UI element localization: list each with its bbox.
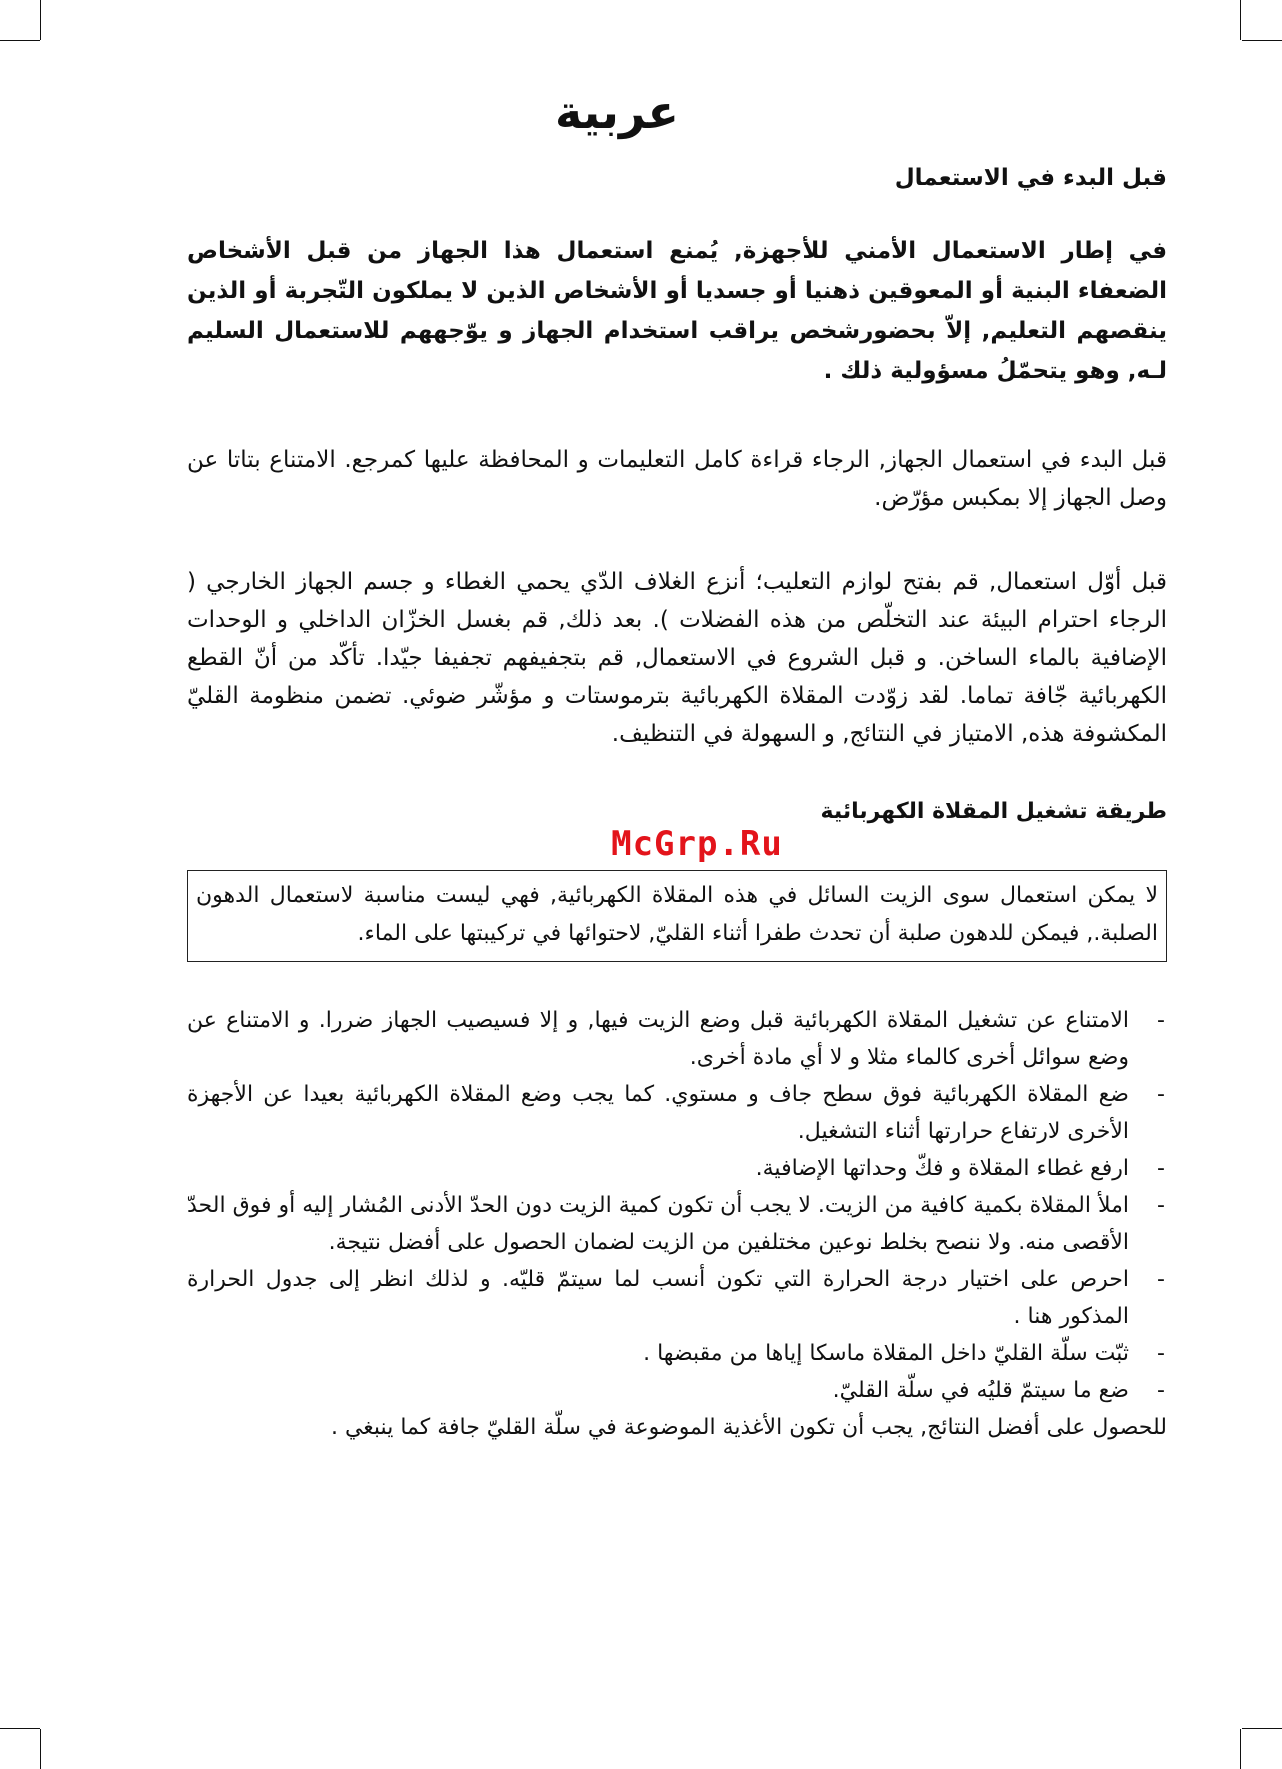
step-text: ضع ما سيتمّ قليُه في سلّة القليّ. xyxy=(832,1378,1129,1403)
list-item xyxy=(187,1002,1167,1076)
step-text: ثبّت سلّة القليّ داخل المقلاة ماسكا إياها من مقبضها . xyxy=(643,1341,1129,1366)
step-text: الامتناع عن تشغيل المقلاة الكهربائية قبل وضع الزيت فيها, و إلا فسيصيب الجهاز ضررا. و الامتناع عن وضع سوائل أخرى كالماء مثلا و لا أي مادة أخرى. xyxy=(187,1008,1129,1070)
dash-marker: - xyxy=(1157,1008,1165,1033)
crop-mark xyxy=(0,1728,40,1729)
list-item xyxy=(187,1187,1167,1261)
page-title: عربية xyxy=(555,85,679,139)
oil-note-box: لا يمكن استعمال سوى الزيت السائل في هذه المقلاة الكهربائية, فهي ليست مناسبة لاستعمال الدهون الصلبة., فيمكن للدهون صلبة أن تحدث طفرا أثناء القليّ, لاحتوائها في تركيبتها على الماء. xyxy=(187,870,1167,962)
step-text: ارفع غطاء المقلاة و فكّ وحداتها الإضافية. xyxy=(755,1156,1129,1181)
section-heading-operation: طريقة تشغيل المقلاة الكهربائية xyxy=(820,799,1167,824)
crop-mark xyxy=(0,40,40,41)
step-text: ضع المقلاة الكهربائية فوق سطح جاف و مستوي. كما يجب وضع المقلاة الكهربائية بعيدا عن الأجهزة الأخرى لارتفاع حرارتها أثناء التشغيل. xyxy=(187,1082,1129,1144)
dash-marker: - xyxy=(1157,1193,1165,1218)
dash-marker: - xyxy=(1157,1156,1165,1181)
dash-marker: - xyxy=(1157,1082,1165,1107)
dash-marker: - xyxy=(1157,1341,1165,1366)
crop-mark xyxy=(40,0,41,40)
section-heading-before-use: قبل البدء في الاستعمال xyxy=(894,165,1167,191)
watermark: McGrp.Ru xyxy=(611,824,783,864)
list-item xyxy=(187,1150,1167,1187)
crop-mark xyxy=(1240,0,1241,40)
list-item xyxy=(187,1076,1167,1150)
list-item xyxy=(187,1335,1167,1372)
safety-warning: في إطار الاستعمال الأمني للأجهزة, يُمنع استعمال هذا الجهاز من قبل الأشخاص الضعفاء البنية أو المعوقين ذهنيا أو جسديا أو الأشخاص الذين لا يملكون التّجربة أو الذين ينقصهم التعليم, إلاّ بحضورشخص يراقب استخدام الجهاز و يوّجههم للاستعمال السليم لـه, وهو يتحمّلُ مسؤولية ذلك . xyxy=(187,238,1167,384)
list-item xyxy=(187,1261,1167,1335)
closing-paragraph: للحصول على أفضل النتائج, يجب أن تكون الأغذية الموضوعة في سلّة القليّ جافة كما ينبغي . xyxy=(330,1415,1167,1440)
first-use-paragraph: قبل أوّل استعمال, قم بفتح لوازم التعليب؛ أنزع الغلاف الدّي يحمي الغطاء و جسم الجهاز الخارجي ( الرجاء احترام البيئة عند التخلّص من هذه الفضلات ). بعد ذلك, قم بغسل الخزّان الداخلي و الوحدات الإضافية بالماء الساخن. و قبل الشروع في الاستعمال, قم بتجفيفهم تجفيفا جيّدا. تأكّد من أنّ القطع الكهربائية جّافة تماما. لقد زوّدت المقلاة الكهربائية بترموستات و مؤشّر ضوئي. تضمن منظومة القليّ المكشوفة هذه, الامتياز في النتائج, و السهولة في التنظيف. xyxy=(187,569,1167,747)
list-item xyxy=(187,1372,1167,1409)
dash-marker: - xyxy=(1157,1267,1165,1292)
step-text: املأ المقلاة بكمية كافية من الزيت. لا يجب أن تكون كمية الزيت دون الحدّ الأدنى المُشار إليه أو فوق الحدّ الأقصى منه. ولا ننصح بخلط نوعين مختلفين من الزيت لضمان الحصول على أفضل نتيجة. xyxy=(187,1193,1129,1255)
crop-mark xyxy=(1242,1728,1282,1729)
operation-steps xyxy=(187,1002,1167,1409)
crop-mark xyxy=(40,1729,41,1769)
crop-mark xyxy=(1240,1729,1241,1769)
dash-marker: - xyxy=(1157,1378,1165,1403)
crop-mark xyxy=(1242,40,1282,41)
manual-page xyxy=(187,85,1167,1446)
step-text: احرص على اختيار درجة الحرارة التي تكون أنسب لما سيتمّ قليّه. و لذلك انظر إلى جدول الحرارة المذكور هنا . xyxy=(187,1267,1129,1329)
instructions-paragraph: قبل البدء في استعمال الجهاز, الرجاء قراءة كامل التعليمات و المحافظة عليها كمرجع. الامتناع بتاتا عن وصل الجهاز إلا بمكبس مؤرّض. xyxy=(187,447,1167,511)
